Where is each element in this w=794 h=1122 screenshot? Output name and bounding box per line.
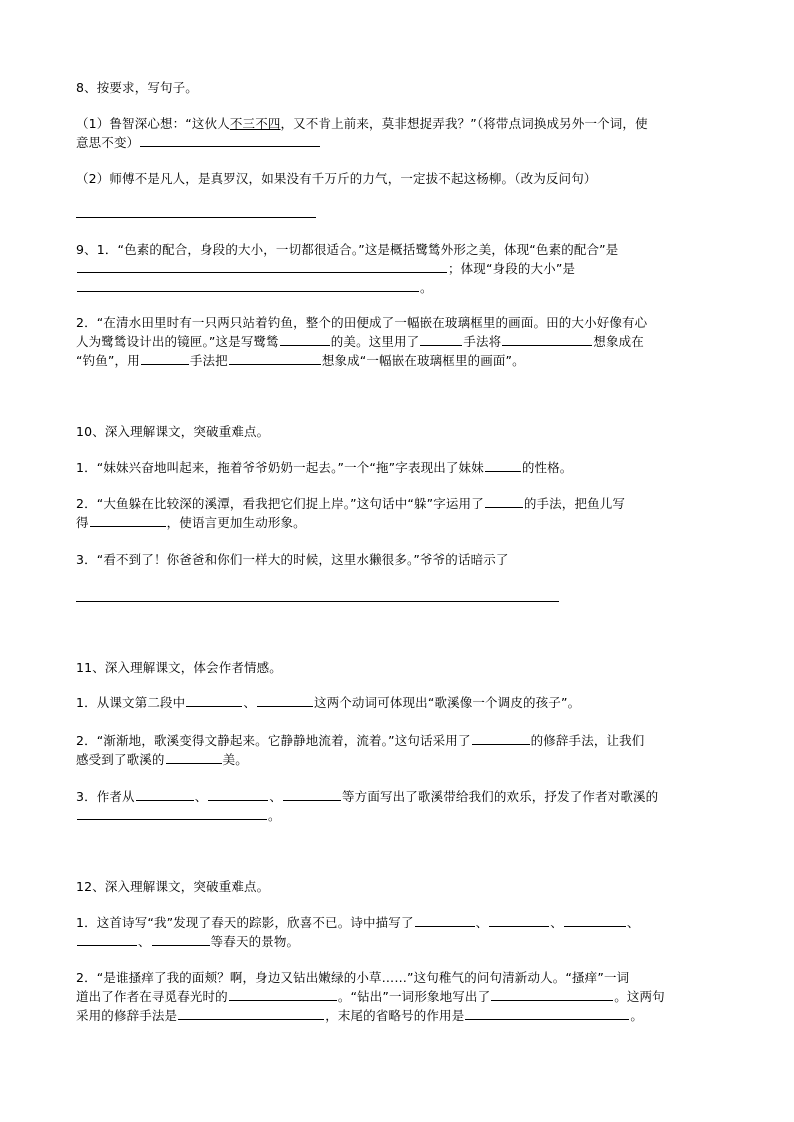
q12-item2-line3 <box>76 1006 643 1025</box>
answer-blank[interactable] <box>186 694 242 707</box>
q8-item1-text-c: 意思不变） <box>76 135 140 150</box>
q12-item1-line2 <box>76 932 299 951</box>
q8-item2: （2）师傅不是凡人，是真罗汉，如果没有千万斤的力气，一定拔不起这杨柳。（改为反问句） <box>76 171 597 186</box>
answer-blank[interactable] <box>77 279 419 292</box>
q12-item1-line1 <box>76 913 640 932</box>
answer-blank[interactable] <box>229 988 337 1001</box>
q11-item1-text-b: 、 <box>243 695 256 710</box>
q12-item1-text-e: 、 <box>138 934 151 949</box>
q10-item2-text-b: 的手法，把鱼儿写 <box>523 496 626 511</box>
q9-s2-text-g: 想象成“一幅嵌在玻璃框里的画面”。 <box>321 353 525 368</box>
q12-item2-line1: 2．“是谁搔痒了我的面颊？啊，身边又钻出嫩绿的小草……”这句稚气的问句清新动人。“搔痒”一词 <box>76 970 630 985</box>
answer-blank[interactable] <box>502 333 592 346</box>
q9-s2-text-a: 人为鹭鸶设计出的镜匣。”这是写鹭鸶 <box>76 334 279 349</box>
q8-item1-line2 <box>76 133 321 152</box>
q10-item2-text-a: 2．“大鱼躲在比较深的溪潭，看我把它们捉上岸。”这句话中“躲”字运用了 <box>76 496 484 511</box>
q11-item3-line2 <box>76 806 281 825</box>
q12-item2-text-c: 。“钻出”一词形象地写出了 <box>337 989 491 1004</box>
q9-s2-line3 <box>76 351 525 370</box>
q12-item2-text-e: 采用的修辞手法是 <box>76 1008 178 1023</box>
q11-item3-text-c: 、 <box>269 789 283 804</box>
q10-item3: 3．“看不到了！你爸爸和你们一样大的时候，这里水獭很多。”爷爷的话暗示了 <box>76 552 509 567</box>
q10-item2-line2 <box>76 513 306 532</box>
q12-item1-text-a: 1．这首诗写“我”发现了春天的踪影，欣喜不已。诗中描写了 <box>76 915 414 930</box>
answer-blank[interactable] <box>280 333 330 346</box>
q11-item3-text-b: 、 <box>194 789 208 804</box>
answer-blank[interactable] <box>77 933 137 946</box>
answer-blank[interactable] <box>141 352 189 365</box>
q10-item1-text-b: 的性格。 <box>521 460 573 475</box>
q8-title: 8、按要求，写句子。 <box>76 80 198 95</box>
answer-blank[interactable] <box>420 333 462 346</box>
q9-line1: 9、1．“色素的配合，身段的大小，一切都很适合。”这是概括鹭鸶外形之美，体现“色素的配合”是 <box>76 242 619 257</box>
q11-item3-text-a: 3．作者从 <box>76 789 135 804</box>
q10-item1-text-a: 1．“妹妹兴奋地叫起来，拖着爷爷奶奶一起去。”一个“拖”字表现出了妹妹 <box>76 460 484 475</box>
answer-blank[interactable] <box>136 788 194 801</box>
q12-item2-text-d: 。这两句 <box>614 989 665 1004</box>
answer-blank[interactable] <box>178 1007 324 1020</box>
q11-item2-text-a: 2．“渐渐地，歌溪变得文静起来。它静静地流着，流着。”这句话采用了 <box>76 733 471 748</box>
answer-blank[interactable] <box>166 751 222 764</box>
q9-s2-line2 <box>76 332 644 351</box>
q12-item1-text-f: 等春天的景物。 <box>210 934 300 949</box>
q12-item2-text-f: ，末尾的省略号的作用是 <box>325 1008 465 1023</box>
q12-item1-text-b: 、 <box>475 915 489 930</box>
q8-item1-text-b: ，又不肯上前来，莫非想捉弄我？”（将带点词换成另外一个词，使 <box>280 116 648 131</box>
q11-item3-line1 <box>76 787 658 806</box>
q9-s2-text-c: 手法将 <box>463 334 502 349</box>
answer-blank[interactable] <box>152 933 210 946</box>
q9-line2-text: ；体现“身段的大小”是 <box>448 261 576 276</box>
q11-item3-text-e: 。 <box>268 808 281 823</box>
q9-s2-text-d: 想象成在 <box>593 334 644 349</box>
answer-blank[interactable] <box>564 914 626 927</box>
q10-item2-text-c: 得 <box>76 515 89 530</box>
q9-line3 <box>76 278 433 297</box>
q8-item1-text-a: （1）鲁智深心想：“这伙人 <box>76 116 230 131</box>
q12-item2-text-g: 。 <box>630 1008 644 1023</box>
q11-item2-text-c: 感受到了歌溪的 <box>76 752 165 767</box>
q10-item1 <box>76 458 572 477</box>
q12-item1-text-d: 、 <box>626 915 640 930</box>
q11-title: 11、深入理解课文，体会作者情感。 <box>76 660 282 675</box>
q9-s2-text-b: 的美。这里用了 <box>330 334 420 349</box>
answer-line[interactable] <box>76 217 316 218</box>
q11-item2-text-b: 的修辞手法，让我们 <box>530 733 645 748</box>
q8-item1-line1 <box>76 114 648 133</box>
q10-item2-line1 <box>76 494 625 513</box>
q9-s2-text-e: “钓鱼”，用 <box>76 353 140 368</box>
answer-blank[interactable] <box>77 260 447 273</box>
q9-s2-text-f: 手法把 <box>189 353 228 368</box>
answer-line[interactable] <box>76 601 559 602</box>
q11-item3-text-d: 等方面写出了歌溪带给我们的欢乐，抒发了作者对歌溪的 <box>342 789 659 804</box>
answer-blank[interactable] <box>472 732 530 745</box>
q10-item2-text-d: ，使语言更加生动形象。 <box>166 515 306 530</box>
q9-s2-line1: 2．“在清水田里时有一只两只站着钓鱼，整个的田便成了一幅嵌在玻璃框里的画面。田的大小好像有心 <box>76 315 648 330</box>
q8-item1-dotted-word: 不三不四 <box>229 116 281 131</box>
q12-title: 12、深入理解课文，突破重难点。 <box>76 879 270 894</box>
q12-item1-text-c: 、 <box>550 915 563 930</box>
answer-blank[interactable] <box>465 1007 629 1020</box>
answer-blank[interactable] <box>229 352 321 365</box>
q10-title: 10、深入理解课文，突破重难点。 <box>76 424 270 439</box>
answer-blank[interactable] <box>90 514 166 527</box>
q11-item1-text-c: 这两个动词可体现出“歌溪像一个调皮的孩子”。 <box>313 695 581 710</box>
answer-blank[interactable] <box>489 914 549 927</box>
q11-item1 <box>76 693 580 712</box>
answer-blank[interactable] <box>283 788 341 801</box>
answer-blank[interactable] <box>485 495 523 508</box>
q12-item2-text-b: 道出了作者在寻觅春光时的 <box>76 989 228 1004</box>
answer-blank[interactable] <box>257 694 313 707</box>
answer-blank[interactable] <box>491 988 613 1001</box>
q9-line2 <box>76 259 575 278</box>
q11-item2-line2 <box>76 750 248 769</box>
q11-item1-text-a: 1．从课文第二段中 <box>76 695 186 710</box>
answer-blank[interactable] <box>140 134 320 147</box>
answer-blank[interactable] <box>415 914 475 927</box>
q11-item2-line1 <box>76 731 644 750</box>
answer-blank[interactable] <box>77 807 267 820</box>
q11-item2-text-d: 美。 <box>222 752 248 767</box>
q9-line3-text: 。 <box>420 280 433 295</box>
answer-blank[interactable] <box>208 788 268 801</box>
q12-item2-line2 <box>76 987 665 1006</box>
answer-blank[interactable] <box>485 459 521 472</box>
